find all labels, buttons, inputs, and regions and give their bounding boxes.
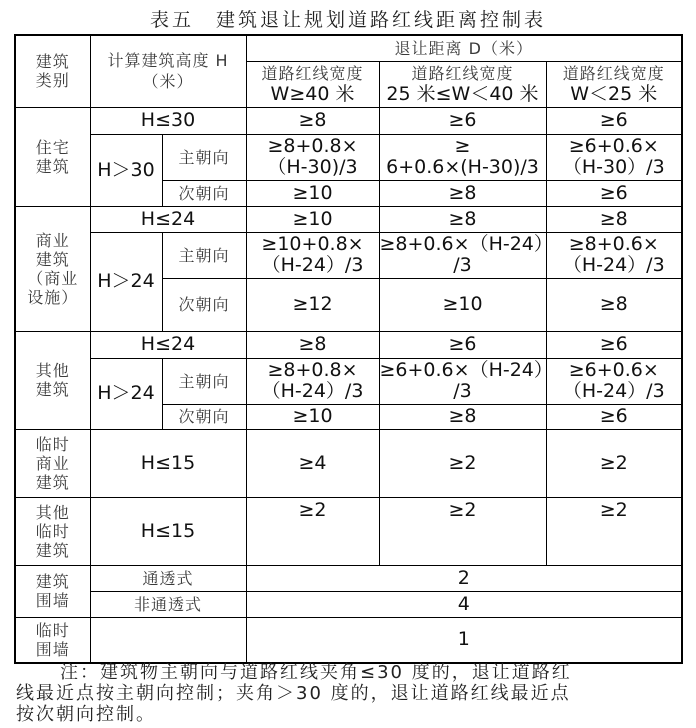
category-line: 其他 — [35, 361, 70, 380]
table-row — [15, 591, 682, 617]
formula-line: ≥ — [454, 135, 471, 157]
value-cell: ≥8 — [246, 107, 379, 134]
header-width-range: W＜25 米 — [570, 83, 658, 105]
wall-type-permeable: 通透式 — [90, 565, 246, 591]
header-category-line: 建筑 — [35, 52, 70, 72]
header-row-1 — [15, 35, 682, 61]
category-temp-other — [15, 497, 90, 565]
value-cell: 1 — [246, 617, 682, 663]
value-cell: 4 — [246, 591, 682, 617]
note-line-3: 按次朝向控制。 — [16, 704, 156, 725]
category-residential — [15, 107, 90, 206]
orientation-secondary: 次朝向 — [162, 278, 246, 331]
value-cell: ≥6 — [546, 107, 682, 134]
header-width-label: 道路红线宽度 — [411, 64, 514, 83]
category-line: 其他 — [35, 502, 70, 522]
formula-line: ≥10+0.8× — [261, 233, 364, 255]
formula-line: ≥8+0.6× — [568, 233, 659, 255]
header-height-line1: 计算建筑高度 H — [107, 51, 229, 71]
category-wall — [15, 565, 90, 617]
header-calc-height — [90, 35, 246, 107]
formula-line: /3 — [453, 254, 472, 276]
value-cell: ≥10 — [379, 278, 546, 331]
formula-cell — [546, 358, 682, 404]
category-line: 围墙 — [35, 639, 70, 659]
value-cell: ≥10 — [246, 180, 379, 206]
category-line: 商业 — [35, 453, 70, 473]
value-cell: ≥10 — [246, 404, 379, 429]
formula-cell — [379, 358, 553, 404]
height-cell: H≤15 — [90, 497, 246, 565]
table-row — [15, 134, 682, 180]
category-commercial — [15, 206, 90, 331]
value-cell: ≥2 — [546, 497, 682, 565]
table-row — [15, 232, 682, 278]
table-note — [16, 662, 682, 725]
formula-line: ≥8+0.6×（H-24） — [379, 233, 553, 255]
height-cell: H＞24 — [90, 358, 162, 429]
formula-cell — [246, 134, 379, 180]
height-cell: H≤24 — [90, 206, 246, 232]
value-cell: ≥6 — [546, 180, 682, 206]
category-line: 临时 — [35, 521, 70, 541]
category-line: 商业 — [35, 230, 70, 250]
value-cell: ≥6 — [546, 404, 682, 429]
header-height-line2: （米） — [142, 72, 194, 92]
value-cell: ≥8 — [379, 206, 546, 232]
orientation-main: 主朝向 — [162, 358, 246, 404]
header-setback-distance: 退让距离 D（米） — [246, 35, 682, 61]
formula-line: （H-24）/3 — [261, 254, 364, 276]
formula-cell — [246, 232, 379, 278]
table-row — [15, 565, 682, 591]
header-width-range: W≥40 米 — [270, 83, 355, 105]
value-cell: ≥8 — [379, 404, 546, 429]
formula-line: （H-30）/3 — [562, 156, 665, 178]
table-row — [15, 617, 682, 663]
formula-cell — [546, 232, 682, 278]
formula-line: （H-24）/3 — [562, 380, 665, 402]
category-line: （商业 — [27, 268, 79, 288]
value-cell: ≥6 — [379, 331, 546, 358]
formula-cell — [379, 134, 546, 180]
header-category-line: 类别 — [35, 71, 70, 91]
formula-line: （H-24）/3 — [562, 254, 665, 276]
height-cell: H≤30 — [90, 107, 246, 134]
note-line-2: 线最近点按主朝向控制；夹角＞30 度的，退让道路红线最近点 — [16, 683, 571, 704]
table-row — [15, 206, 682, 232]
header-width-label: 道路红线宽度 — [562, 64, 665, 83]
formula-line: ≥6+0.6× — [568, 359, 659, 381]
table-row — [15, 358, 682, 404]
header-width-range: 25 米≤W＜40 米 — [386, 83, 539, 105]
value-cell: ≥4 — [246, 429, 379, 497]
category-line: 建筑 — [35, 540, 70, 560]
value-cell: ≥6 — [546, 331, 682, 358]
setback-table — [14, 34, 683, 664]
category-line: 建筑 — [35, 156, 70, 176]
formula-line: /3 — [453, 380, 472, 402]
orientation-main: 主朝向 — [162, 134, 246, 180]
category-line: 住宅 — [35, 137, 70, 157]
wall-type-solid: 非通透式 — [90, 591, 246, 617]
formula-line: 6+0.6×(H-30)/3 — [386, 156, 539, 178]
header-width-lt25 — [546, 61, 682, 107]
value-cell: ≥8 — [546, 278, 682, 331]
header-building-category — [15, 35, 90, 107]
category-line: 围墙 — [35, 591, 70, 610]
orientation-main: 主朝向 — [162, 232, 246, 278]
value-cell: ≥8 — [246, 331, 379, 358]
category-line: 建筑 — [35, 249, 70, 269]
height-cell: H＞24 — [90, 232, 162, 331]
category-other — [15, 331, 90, 429]
note-text: 注：建筑物主朝向与道路红线夹角≤30 度的，退让道路红 — [60, 662, 572, 683]
header-width-ge40 — [246, 61, 379, 107]
formula-cell — [379, 232, 553, 278]
value-cell: ≥2 — [379, 497, 546, 565]
value-cell: ≥8 — [546, 206, 682, 232]
table-row — [15, 107, 682, 134]
formula-cell — [546, 134, 682, 180]
orientation-secondary: 次朝向 — [162, 180, 246, 206]
category-line: 临时 — [35, 620, 70, 640]
category-temp-wall — [15, 617, 90, 663]
formula-line: ≥6+0.6× — [568, 135, 659, 157]
value-cell: ≥10 — [246, 206, 379, 232]
height-cell: H＞30 — [90, 134, 162, 206]
value-cell: ≥2 — [246, 497, 379, 565]
table-row — [15, 497, 682, 565]
formula-line: ≥8+0.8× — [267, 135, 358, 157]
value-cell: ≥8 — [379, 180, 546, 206]
orientation-secondary: 次朝向 — [162, 404, 246, 429]
header-width-25-40 — [379, 61, 546, 107]
value-cell: ≥2 — [546, 429, 682, 497]
category-line: 建筑 — [35, 572, 70, 591]
temp-wall-type — [90, 617, 246, 663]
category-line: 建筑 — [35, 472, 70, 492]
formula-line: （H-30)/3 — [267, 156, 358, 178]
value-cell: ≥2 — [379, 429, 546, 497]
formula-line: ≥6+0.6×（H-24） — [379, 359, 553, 381]
formula-line: （H-24）/3 — [261, 380, 364, 402]
value-cell: ≥12 — [246, 278, 379, 331]
note-line-1 — [16, 662, 682, 683]
height-cell: H≤15 — [90, 429, 246, 497]
table-row — [15, 429, 682, 497]
value-cell: 2 — [246, 565, 682, 591]
category-line: 设施） — [27, 287, 79, 307]
value-cell: ≥6 — [379, 107, 546, 134]
table-title: 表五 建筑退让规划道路红线距离控制表 — [149, 9, 546, 31]
header-width-label: 道路红线宽度 — [261, 64, 364, 83]
category-temp-commercial — [15, 429, 90, 497]
table-row — [15, 331, 682, 358]
formula-line: ≥8+0.8× — [267, 359, 358, 381]
category-line: 临时 — [35, 434, 70, 454]
category-line: 建筑 — [35, 380, 70, 399]
height-cell: H≤24 — [90, 331, 246, 358]
formula-cell — [246, 358, 379, 404]
